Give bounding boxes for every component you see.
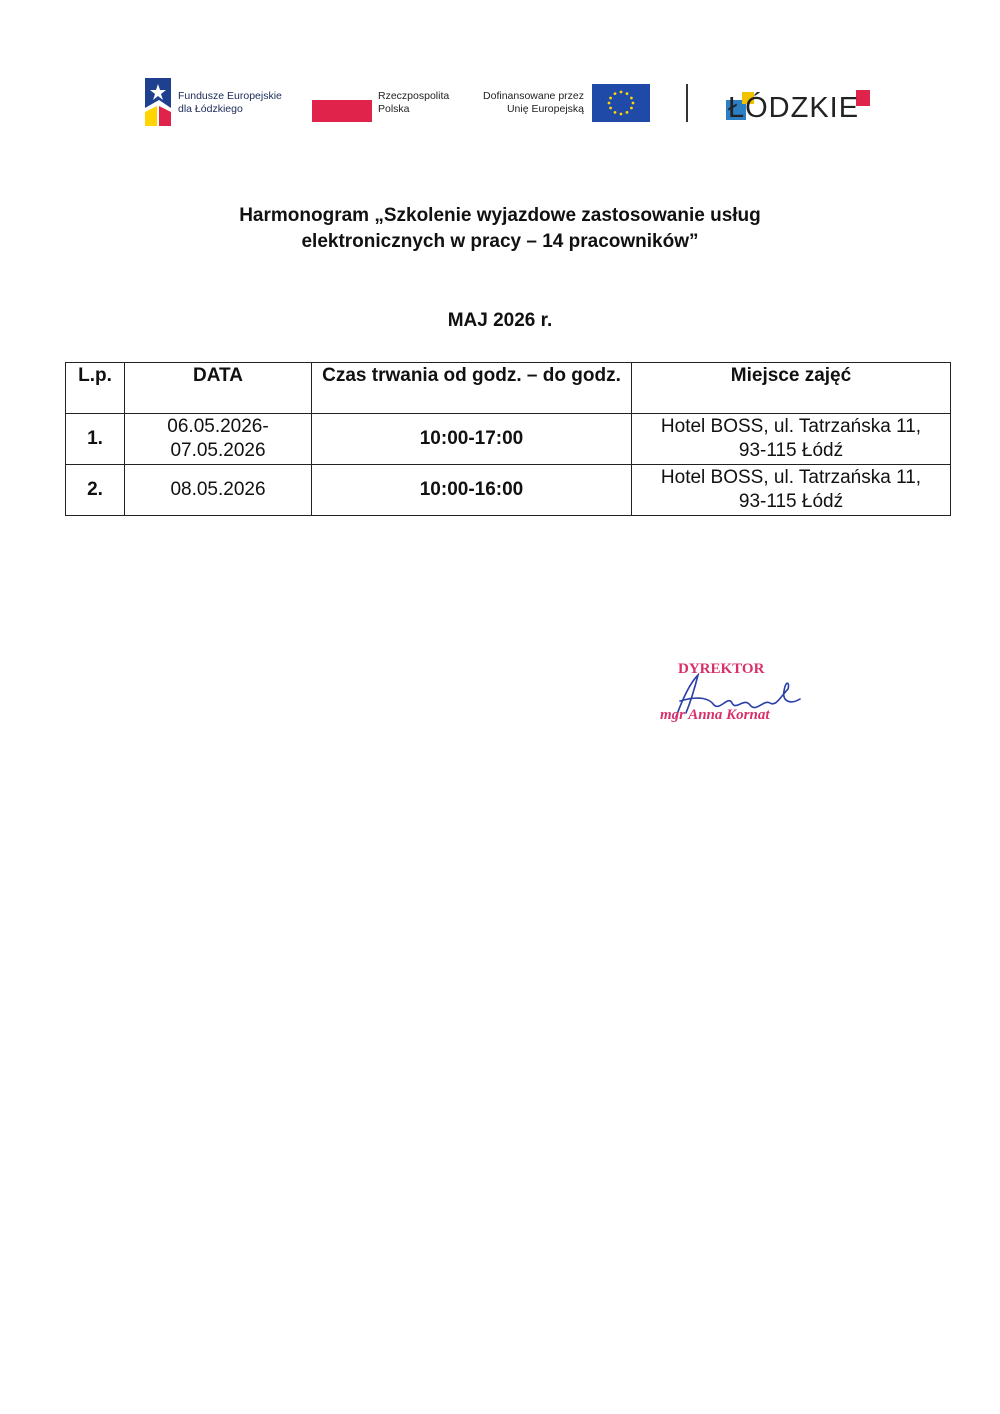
cell-time: 10:00-16:00	[312, 465, 632, 516]
eu-flag-icon	[592, 84, 650, 122]
eu-cofinancing-text	[478, 90, 584, 116]
cell-date: 08.05.2026	[125, 465, 312, 516]
director-signature-stamp	[640, 655, 820, 735]
month-heading: MAJ 2026 r.	[447, 310, 553, 331]
table-header-row	[66, 363, 951, 414]
place-line2: 93-115 Łódź	[738, 440, 844, 461]
fe-line2: dla Łódzkiego	[178, 103, 243, 115]
polish-flag-icon	[312, 100, 372, 122]
lodzkie-wordmark: ŁÓDZKIE	[728, 92, 860, 122]
eu-line2: Unię Europejską	[506, 103, 584, 115]
header-place: Miejsce zajęć	[632, 363, 951, 414]
rp-line2: Polska	[378, 103, 410, 115]
date-line1: 06.05.2026-	[167, 416, 269, 437]
header-date: DATA	[125, 363, 312, 414]
lodzkie-region-logo-icon	[722, 86, 872, 122]
fundusze-europejskie-logo-icon	[145, 78, 171, 126]
fe-line1: Fundusze Europejskie	[178, 90, 282, 102]
title-line2: elektronicznych w pracy – 14 pracowników”	[301, 231, 699, 252]
logo-bar	[0, 70, 1000, 130]
rzeczpospolita-text	[378, 90, 449, 116]
header-lp: L.p.	[66, 363, 125, 414]
table-row	[66, 414, 951, 465]
cell-lp: 2.	[66, 465, 125, 516]
cell-date	[125, 414, 312, 465]
place-line1: Hotel BOSS, ul. Tatrzańska 11,	[660, 416, 922, 437]
signature-name: mgr Anna Kornat	[660, 707, 770, 723]
cell-lp: 1.	[66, 414, 125, 465]
cell-place	[632, 414, 951, 465]
date-line2: 07.05.2026	[170, 440, 266, 461]
fundusze-europejskie-text	[178, 90, 282, 116]
schedule-table	[65, 362, 951, 516]
place-line2: 93-115 Łódź	[738, 491, 844, 512]
signature-title: DYREKTOR	[678, 661, 765, 677]
logo-separator	[686, 84, 688, 122]
place-line1: Hotel BOSS, ul. Tatrzańska 11,	[660, 467, 922, 488]
table-row	[66, 465, 951, 516]
header-time: Czas trwania od godz. – do godz.	[312, 363, 632, 414]
document-title	[0, 203, 1000, 255]
eu-line1: Dofinansowane przez	[483, 90, 584, 102]
rp-line1: Rzeczpospolita	[378, 90, 450, 102]
cell-time: 10:00-17:00	[312, 414, 632, 465]
title-line1: Harmonogram „Szkolenie wyjazdowe zastosowanie usług	[239, 205, 761, 226]
cell-place	[632, 465, 951, 516]
